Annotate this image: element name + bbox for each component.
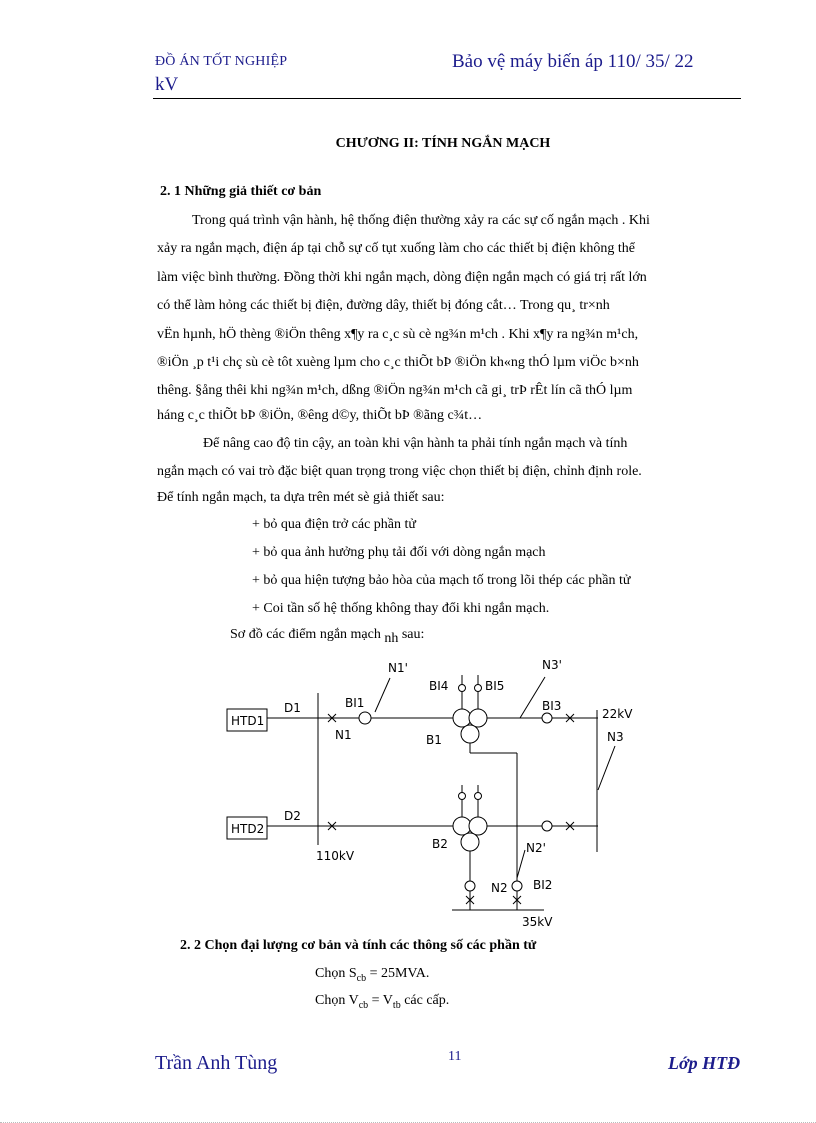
bi2-label: BI2	[533, 878, 553, 892]
footer-class: Lớp HTĐ	[668, 1053, 741, 1073]
b2-winding-left	[453, 817, 471, 835]
b2-winding-right	[469, 817, 487, 835]
diagram-intro-text: Sơ đồ các điểm ngắn mạch	[230, 627, 385, 642]
vtb-sub: tb	[392, 999, 401, 1011]
ct-bi5	[475, 685, 482, 692]
scb-line	[315, 966, 429, 984]
para1-line: xảy ra ngắn mạch, điện áp tại chỗ sự cố tụt xuống làm cho các thiết bị điện không thể	[157, 241, 636, 256]
para1-line: làm việc bình thường. Đồng thời khi ngắn mạch, dòng điện ngắn mạch có giá trị rất lớn	[157, 270, 647, 285]
chapter-title: CHƯƠNG II: TÍNH NGẮN MẠCH	[335, 136, 551, 151]
bus-22kv-label: 22kV	[602, 707, 633, 721]
n3-label: N3	[607, 730, 624, 744]
assumption-item: + bỏ qua ảnh hưởng phụ tải đối với dòng ngắn mạch	[252, 545, 546, 560]
scb-text: Chọn S	[315, 966, 357, 981]
d1-label: D1	[284, 701, 301, 715]
n3-pointer	[598, 746, 615, 790]
vcb-sub: cb	[358, 999, 369, 1011]
ct-bi4	[459, 685, 466, 692]
diagram-intro-end: sau:	[398, 627, 425, 642]
b2-winding-bottom	[461, 833, 479, 851]
para1-line: vËn hµnh, hÖ thèng ®iÖn thêng x¶y ra c¸c sù cè ng¾n m¹ch . Khi x¶y ra ng¾n m¹ch,	[157, 327, 639, 342]
ct-bi1	[359, 712, 371, 724]
page-number: 11	[448, 1049, 462, 1064]
para2-line: Để nâng cao độ tin cậy, an toàn khi vận hành ta phải tính ngắn mạch và tính	[203, 436, 628, 451]
short-circuit-diagram	[220, 650, 660, 930]
b1-winding-right	[469, 709, 487, 727]
header-rule	[153, 98, 741, 99]
para1-line: thêng. §ång thêi khi ng¾n m¹ch, dßng ®iÖn ng¾n m¹ch cã gi¸ trÞ rÊt lín cã thÓ lµm	[157, 383, 633, 398]
para2-line: ngắn mạch có vai trò đặc biệt quan trọng trong việc chọn thiết bị điện, chỉnh định role.	[157, 464, 642, 479]
para1-line: Trong quá trình vận hành, hệ thống điện thường xảy ra các sự cố ngắn mạch . Khi	[192, 213, 650, 228]
assumption-item: + bỏ qua hiện tượng bảo hòa của mạch tố trong lõi thép các phần tử	[252, 573, 631, 588]
assumption-item: + Coi tần số hệ thống không thay đổi khi ngắn mạch.	[252, 601, 550, 616]
scb-value: = 25MVA.	[366, 966, 430, 981]
bi3-label: BI3	[542, 699, 562, 713]
assumption-item: + bỏ qua điện trở các phần tử	[252, 517, 417, 532]
bi5-label: BI5	[485, 679, 505, 693]
n1-label: N1	[335, 728, 352, 742]
htd1-label: HTD1	[231, 714, 265, 728]
para1-line: ®iÖn ¸p t¹i chç sù cè tôt xuèng lµm cho c¸c thiÕt bÞ ®iÖn kh«ng thÓ lµm viÖc b×nh	[157, 355, 639, 370]
bi4-label: BI4	[429, 679, 449, 693]
vcb-eq: = V	[368, 993, 393, 1008]
ct-b2-22kv	[542, 821, 552, 831]
n3p-label: N3'	[542, 658, 562, 672]
ct-bi3	[542, 713, 552, 723]
vcb-line	[315, 993, 449, 1011]
vcb-post: các cấp.	[400, 993, 450, 1008]
bus-110kv-label: 110kV	[316, 849, 355, 863]
n2p-label: N2'	[526, 841, 546, 855]
header-right-title-cont: kV	[155, 74, 179, 95]
diagram-intro-nh: nh	[384, 631, 399, 646]
bus-35kv-label: 35kV	[522, 915, 553, 929]
bi1-label: BI1	[345, 696, 365, 710]
vcb-text: Chọn V	[315, 993, 359, 1008]
para2-line: Để tính ngắn mạch, ta dựa trên mét sè giả thiết sau:	[157, 490, 445, 505]
n2p-pointer	[517, 850, 525, 878]
b1-winding-left	[453, 709, 471, 727]
ct-b2-35kv	[465, 881, 475, 891]
b2-label: B2	[432, 837, 448, 851]
n1p-label: N1'	[388, 661, 408, 675]
header-left-title: ĐỒ ÁN TỐT NGHIỆP	[155, 54, 288, 69]
para1-line: có thể làm hỏng các thiết bị điện, đường dây, thiết bị đóng cắt… Trong qu¸ tr×nh	[157, 298, 610, 313]
ct-b2-right	[475, 793, 482, 800]
ct-b2-left	[459, 793, 466, 800]
ct-bi2	[512, 881, 522, 891]
header-right-title: Bảo vệ máy biến áp 110/ 35/ 22	[452, 51, 694, 72]
scb-sub: cb	[356, 972, 367, 984]
footer-author: Trần Anh Tùng	[155, 1052, 278, 1074]
n1p-pointer	[375, 678, 390, 712]
section-1-title: 2. 1 Những giả thiết cơ bản	[160, 184, 322, 199]
para1-line: háng c¸c thiÕt bÞ ®iÖn, ®êng d©y, thiÕt bÞ ®ãng c¾t…	[157, 408, 483, 423]
n2-label: N2	[491, 881, 508, 895]
b1-winding-bottom	[461, 725, 479, 743]
htd2-label: HTD2	[231, 822, 265, 836]
d2-label: D2	[284, 809, 301, 823]
section-2-title: 2. 2 Chọn đại lượng cơ bản và tính các thông số các phần tử	[180, 938, 537, 953]
diagram-intro	[230, 627, 425, 646]
b1-label: B1	[426, 733, 442, 747]
